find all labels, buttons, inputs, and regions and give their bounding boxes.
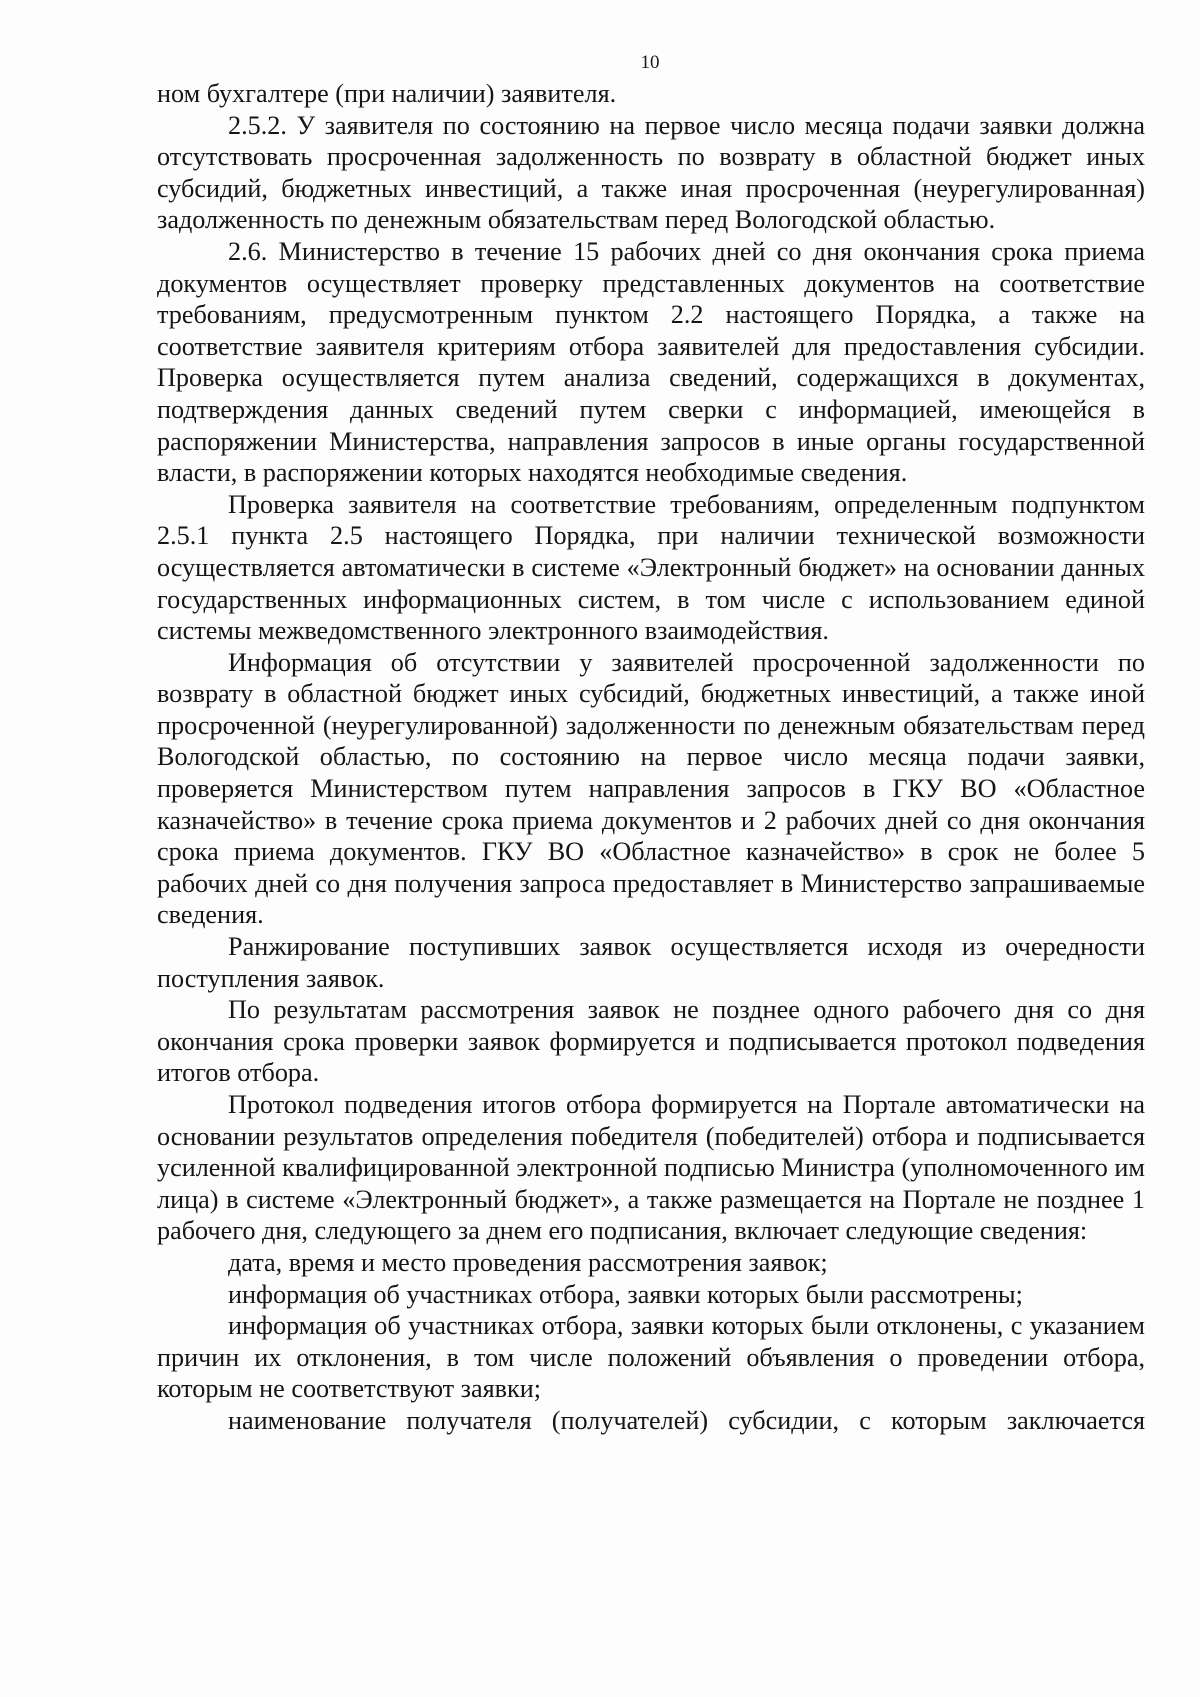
page-number: 10: [640, 52, 660, 73]
document-body: [157, 78, 1145, 1437]
list-item-reviewed-participants: информация об участниках отбора, заявки которых были рассмотрены;: [228, 1279, 1023, 1309]
list-item-recipient-name: наименование получателя (получателей) субсидии, с которым заключается: [228, 1405, 1145, 1435]
paragraph-continuation: ном бухгалтере (при наличии) заявителя.: [157, 79, 617, 108]
paragraph-ranking: Ранжирование поступивших заявок осуществляется исходя из очередности поступления заявок.: [157, 932, 1145, 993]
list-item-rejected-participants: информация об участниках отбора, заявки которых были отклонены, с указанием причин их отклонения, в том числе положений объявления о проведении отбора, которым не соответствуют заявки;: [157, 1311, 1145, 1404]
paragraph-2-5-2: 2.5.2. У заявителя по состоянию на первое число месяца подачи заявки должна отсутствовать просроченная задолженность по возврату в областной бюджет иных субсидий, бюджетных инвестиций, а также иная просроченная (неурегулированная) задолженность по денежным обязательствам перед Вологодской областью.: [157, 110, 1145, 235]
paragraph-protocol: Протокол подведения итогов отбора формируется на Портале автоматически на основании результатов определения победителя (победителей) отбора и подписывается усиленной квалифицированной электронной подписью Министра (уполномоченного им лица) в системе «Электронный бюджет», а также размещается на Портале не позднее 1 рабочего дня, следующего за днем его подписания, включает следующие сведения:: [157, 1090, 1145, 1246]
paragraph-2-6: 2.6. Министерство в течение 15 рабочих дней со дня окончания срока приема документов осуществляет проверку представленных документов на соответствие требованиям, предусмотренным пунктом 2.2 настоящего Порядка, а также на соответствие заявителя критериям отбора заявителей для предоставления субсидии. Проверка осуществляется путем анализа сведений, содержащихся в документах, подтверждения данных сведений путем сверки с информацией, имеющейся в распоряжении Министерства, направления запросов в иные органы государственной власти, в распоряжении которых находятся необходимые сведения.: [157, 236, 1145, 488]
paragraph-check-requirements: Проверка заявителя на соответствие требованиям, определенным подпунктом 2.5.1 пункта 2.5 настоящего Порядка, при наличии технической возможности осуществляется автоматически в системе «Электронный бюджет» на основании данных государственных информационных систем, в том числе с использованием единой системы межведомственного электронного взаимодействия.: [157, 489, 1145, 646]
list-item-date-time-place: дата, время и место проведения рассмотрения заявок;: [228, 1247, 828, 1277]
paragraph-review-results: По результатам рассмотрения заявок не позднее одного рабочего дня со дня окончания срока проверки заявок формируется и подписывается протокол подведения итогов отбора.: [157, 995, 1145, 1088]
paragraph-debt-information: Информация об отсутствии у заявителей просроченной задолженности по возврату в областной бюджет иных субсидий, бюджетных инвестиций, а также иной просроченной (неурегулированной) задолженности по денежным обязательствам перед Вологодской областью, по состоянию на первое число месяца подачи заявки, проверяется Министерством путем направления запросов в ГКУ ВО «Областное казначейство» в течение срока приема документов и 2 рабочих дней со дня окончания срока приема документов. ГКУ ВО «Областное казначейство» в срок не более 5 рабочих дней со дня получения запроса предоставляет в Министерство запрашиваемые сведения.: [157, 647, 1145, 930]
